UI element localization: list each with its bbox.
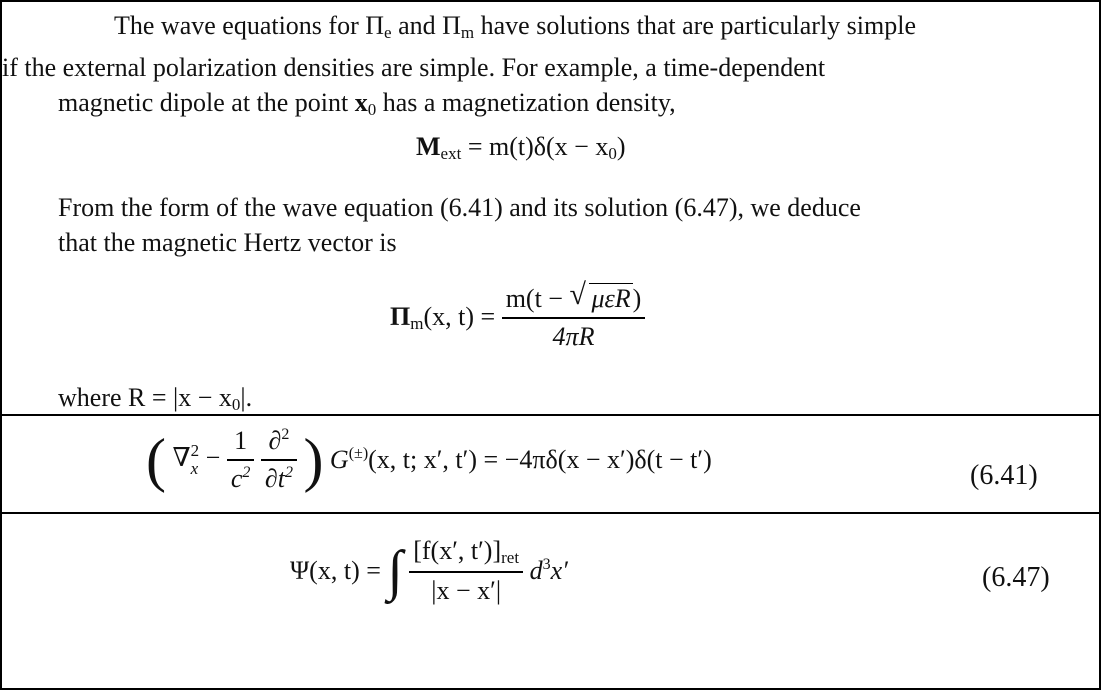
frac2-denominator	[261, 459, 297, 494]
integral-sign: ∫	[387, 540, 403, 602]
frac1-denominator	[227, 459, 255, 494]
eq1-M: M	[416, 132, 441, 161]
eq2-args: (x, t)	[423, 302, 475, 331]
frac1-numerator: 1	[234, 426, 248, 455]
frac1-c-sup: 2	[242, 464, 251, 481]
eq1-rhs-subscript: 0	[608, 144, 617, 163]
eq2-numerator	[502, 278, 646, 317]
eq2-pi: Π	[390, 302, 411, 331]
equation-641-panel	[2, 414, 1099, 512]
frac2-numerator	[261, 426, 297, 459]
nabla-symbol: ∇	[172, 442, 191, 472]
frac1-c: c	[230, 464, 243, 493]
paragraph-intro	[2, 8, 1048, 127]
frac2-dt-sup: 2	[284, 464, 293, 481]
psi-num-text: [f(x′, t′)]	[413, 536, 502, 565]
pi-e-subscript: e	[384, 23, 392, 42]
eq2-fraction	[502, 278, 646, 352]
equation-magnetization	[416, 132, 626, 164]
hertz-text-line1: From the form of the wave equation (6.41) and its solution (6.47), we deduce	[58, 193, 861, 222]
psi-numerator	[409, 536, 523, 571]
equation-number-647: (6.47)	[982, 562, 1050, 593]
intro-text-line3b: has a magnetization density,	[376, 88, 676, 117]
eq2-num-pre: m(t −	[505, 284, 570, 313]
intro-text-line2: if the external polarization densities are simple. For example, a time-dependent	[2, 53, 826, 82]
intro-text-1: The wave equations for Π	[114, 11, 385, 40]
psi-fraction	[409, 536, 523, 606]
equation-647	[290, 536, 568, 606]
differential-sup: 3	[542, 556, 551, 573]
pi-m-subscript: m	[460, 23, 475, 42]
where-subscript: 0	[231, 395, 241, 414]
green-function-G: G	[329, 445, 349, 474]
equation-number-641: (6.41)	[970, 460, 1038, 491]
eq2-pi-subscript: m	[410, 314, 424, 333]
equation-641	[146, 426, 712, 494]
frac2-partial: ∂	[268, 426, 282, 455]
equation-647-panel	[2, 512, 1099, 690]
eq1-M-subscript: ext	[440, 144, 462, 163]
intro-text-3: have solutions that are particularly simple	[474, 11, 917, 40]
where-text: where R = |x − x	[58, 383, 232, 412]
psi-denominator: |x − x′|	[409, 571, 523, 606]
left-paren: (	[146, 427, 166, 493]
eq2-sqrt-body: μεR	[591, 284, 631, 313]
hertz-text-line2: that the magnetic Hertz vector is	[58, 228, 397, 257]
frac2-dt: ∂t	[264, 464, 285, 493]
x0-symbol: x	[354, 88, 368, 117]
right-paren: )	[303, 427, 324, 493]
intro-line3	[2, 85, 676, 127]
nabla-subscript: x	[190, 459, 199, 478]
psi-lhs: Ψ(x, t) =	[290, 556, 388, 585]
eq2-sqrt: √ μεR	[569, 278, 631, 313]
equation-641-rhs: (x, t; x′, t′) = −4πδ(x − x′)δ(t − t′)	[368, 445, 712, 474]
intro-text-2: and Π	[391, 11, 461, 40]
differential-var: x′	[550, 556, 568, 585]
frac-one-over-c2	[227, 426, 255, 494]
where-end: |.	[240, 383, 253, 412]
green-function-sup: (±)	[348, 445, 369, 462]
eq1-rhs: = m(t)δ(x − x	[461, 132, 609, 161]
minus-sign: −	[199, 442, 227, 472]
differential-d: d	[529, 556, 543, 585]
eq1-rhs-end: )	[616, 132, 626, 161]
nabla-superscript: 2	[190, 441, 200, 460]
eq2-denominator: 4πR	[502, 317, 646, 352]
paragraph-hertz	[58, 190, 1048, 260]
eq2-equals: =	[474, 302, 502, 331]
text-excerpt-panel	[2, 2, 1099, 412]
x0-subscript: 0	[367, 100, 377, 119]
intro-text-line3a: magnetic dipole at the point	[58, 88, 355, 117]
psi-num-subscript: ret	[501, 548, 520, 567]
equation-hertz-vector	[390, 278, 645, 352]
frac-d2-dt2	[261, 426, 297, 494]
eq2-num-post: )	[632, 284, 642, 313]
frac2-partial-sup: 2	[281, 426, 290, 443]
